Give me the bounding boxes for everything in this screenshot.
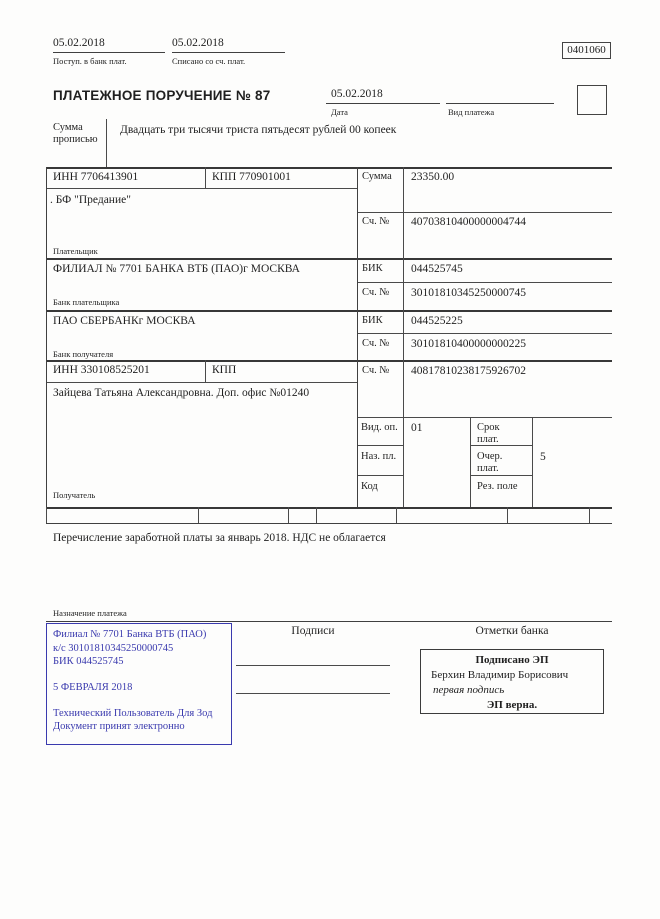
payer-bank-account-label: Сч. №	[362, 287, 390, 298]
payer-bank-account: 30101810345250000745	[411, 287, 526, 299]
esign-title: Подписано ЭП	[475, 654, 549, 666]
table-line	[46, 188, 357, 189]
table-line	[46, 360, 612, 362]
payer-bank-name: ФИЛИАЛ № 7701 БАНКА ВТБ (ПАО)г МОСКВА	[53, 263, 300, 275]
table-line	[316, 507, 317, 523]
signatures-header: Подписи	[291, 625, 335, 637]
payer-label: Плательщик	[53, 246, 98, 256]
table-line	[46, 507, 612, 509]
table-line	[357, 282, 612, 283]
table-line	[46, 507, 47, 523]
reserve-field-label: Рез. поле	[477, 481, 518, 492]
table-line	[403, 167, 404, 507]
document-date: 05.02.2018	[331, 88, 383, 100]
esign-box	[420, 649, 604, 714]
debited-date-underline	[172, 52, 285, 53]
priority-label: Очер. плат.	[477, 451, 503, 475]
bank-marks-header: Отметки банка	[475, 625, 549, 637]
payer-inn: ИНН 7706413901	[53, 171, 139, 183]
payer-account-label: Сч. №	[362, 216, 390, 227]
payee-bank-bik-label: БИК	[362, 315, 383, 326]
stamp-spacer	[53, 695, 225, 707]
payee-bank-account: 30101810400000000225	[411, 338, 526, 350]
payment-type-box	[577, 85, 607, 115]
stamp-bank-name: Филиал № 7701 Банка ВТБ (ПАО)	[53, 629, 207, 640]
payer-bank-bik: 044525745	[411, 263, 463, 275]
table-line	[205, 167, 206, 188]
payer-bank-bik-label: БИК	[362, 263, 383, 274]
table-line	[46, 382, 357, 383]
payer-kpp: КПП 770901001	[212, 171, 291, 183]
amount-words-value: Двадцать три тысячи триста пятьдесят рублей 00 копеек	[120, 124, 397, 136]
table-line	[396, 507, 397, 523]
table-line	[357, 475, 403, 476]
payee-kpp-label: КПП	[212, 364, 237, 376]
esign-name: Берхин Владимир Борисович	[431, 668, 569, 681]
table-line	[357, 333, 612, 334]
received-date: 05.02.2018	[53, 37, 105, 49]
table-line	[357, 445, 403, 446]
payee-account: 40817810238175926702	[411, 365, 526, 377]
payer-bank-label: Банк плательщика	[53, 297, 120, 307]
purpose-underline	[46, 621, 612, 622]
payer-name: . БФ "Предание"	[50, 194, 131, 206]
payer-account: 40703810400000004744	[411, 216, 526, 228]
op-type-label: Вид. оп.	[361, 422, 398, 433]
payment-type-label: Вид платежа	[448, 107, 495, 117]
code-label: Код	[361, 481, 378, 492]
amount-words-label: Сумма прописью	[53, 122, 98, 146]
payment-purpose-text: Перечисление заработной платы за январь 2018. НДС не облагается	[53, 532, 386, 544]
table-line	[46, 167, 47, 507]
table-line	[288, 507, 289, 523]
signature-line	[236, 665, 390, 666]
payee-bank-bik: 044525225	[411, 315, 463, 327]
op-type-value: 01	[411, 422, 423, 434]
table-line	[589, 507, 590, 523]
stamp-status: Документ принят электронно	[53, 721, 185, 733]
table-line	[470, 417, 471, 507]
purpose-code-label: Наз. пл.	[361, 451, 397, 462]
payee-inn: ИНН 330108525201	[53, 364, 150, 376]
document-date-label: Дата	[331, 107, 348, 117]
table-line	[357, 167, 358, 507]
table-line	[46, 258, 612, 260]
signature-line	[236, 693, 390, 694]
payee-bank-name: ПАО СБЕРБАНКг МОСКВА	[53, 315, 196, 327]
payee-account-label: Сч. №	[362, 365, 390, 376]
document-date-underline	[326, 103, 440, 104]
payment-type-underline	[446, 103, 554, 104]
table-line	[198, 507, 199, 523]
debited-date: 05.02.2018	[172, 37, 224, 49]
term-label: Срок плат.	[477, 422, 500, 446]
payee-bank-account-label: Сч. №	[362, 338, 390, 349]
stamp-bik: БИК 044525745	[53, 656, 124, 668]
stamp-corr-account: к/с 30101810345250000745	[53, 642, 174, 654]
table-line	[205, 360, 206, 382]
table-line	[357, 417, 612, 418]
table-line	[507, 507, 508, 523]
stamp-date: 5 ФЕВРАЛЯ 2018	[53, 681, 133, 693]
payee-label: Получатель	[53, 490, 96, 500]
amount-words-divider	[106, 119, 107, 167]
form-code-box: 0401060	[562, 42, 611, 59]
payment-purpose-label: Назначение платежа	[53, 608, 127, 618]
received-date-underline	[53, 52, 165, 53]
stamp-user: Технический Пользователь Для Зод	[53, 707, 213, 719]
table-line	[532, 417, 533, 507]
table-line	[46, 523, 612, 524]
sum-value: 23350.00	[411, 171, 455, 183]
table-line	[46, 167, 612, 169]
bank-stamp	[46, 623, 232, 745]
debited-date-label: Списано со сч. плат.	[172, 56, 246, 66]
priority-value: 5	[540, 451, 546, 463]
document-title: ПЛАТЕЖНОЕ ПОРУЧЕНИЕ № 87	[53, 88, 271, 103]
esign-role: первая подпись	[433, 683, 505, 696]
payee-name: Зайцева Татьяна Александровна. Доп. офис №01240	[53, 387, 310, 399]
table-line	[357, 212, 612, 213]
table-line	[46, 310, 612, 312]
received-date-label: Поступ. в банк плат.	[53, 56, 127, 66]
payee-bank-label: Банк получателя	[53, 349, 114, 359]
table-line	[470, 475, 532, 476]
stamp-spacer	[53, 669, 225, 681]
esign-verified: ЭП верна.	[486, 698, 538, 711]
sum-label: Сумма	[362, 171, 392, 182]
